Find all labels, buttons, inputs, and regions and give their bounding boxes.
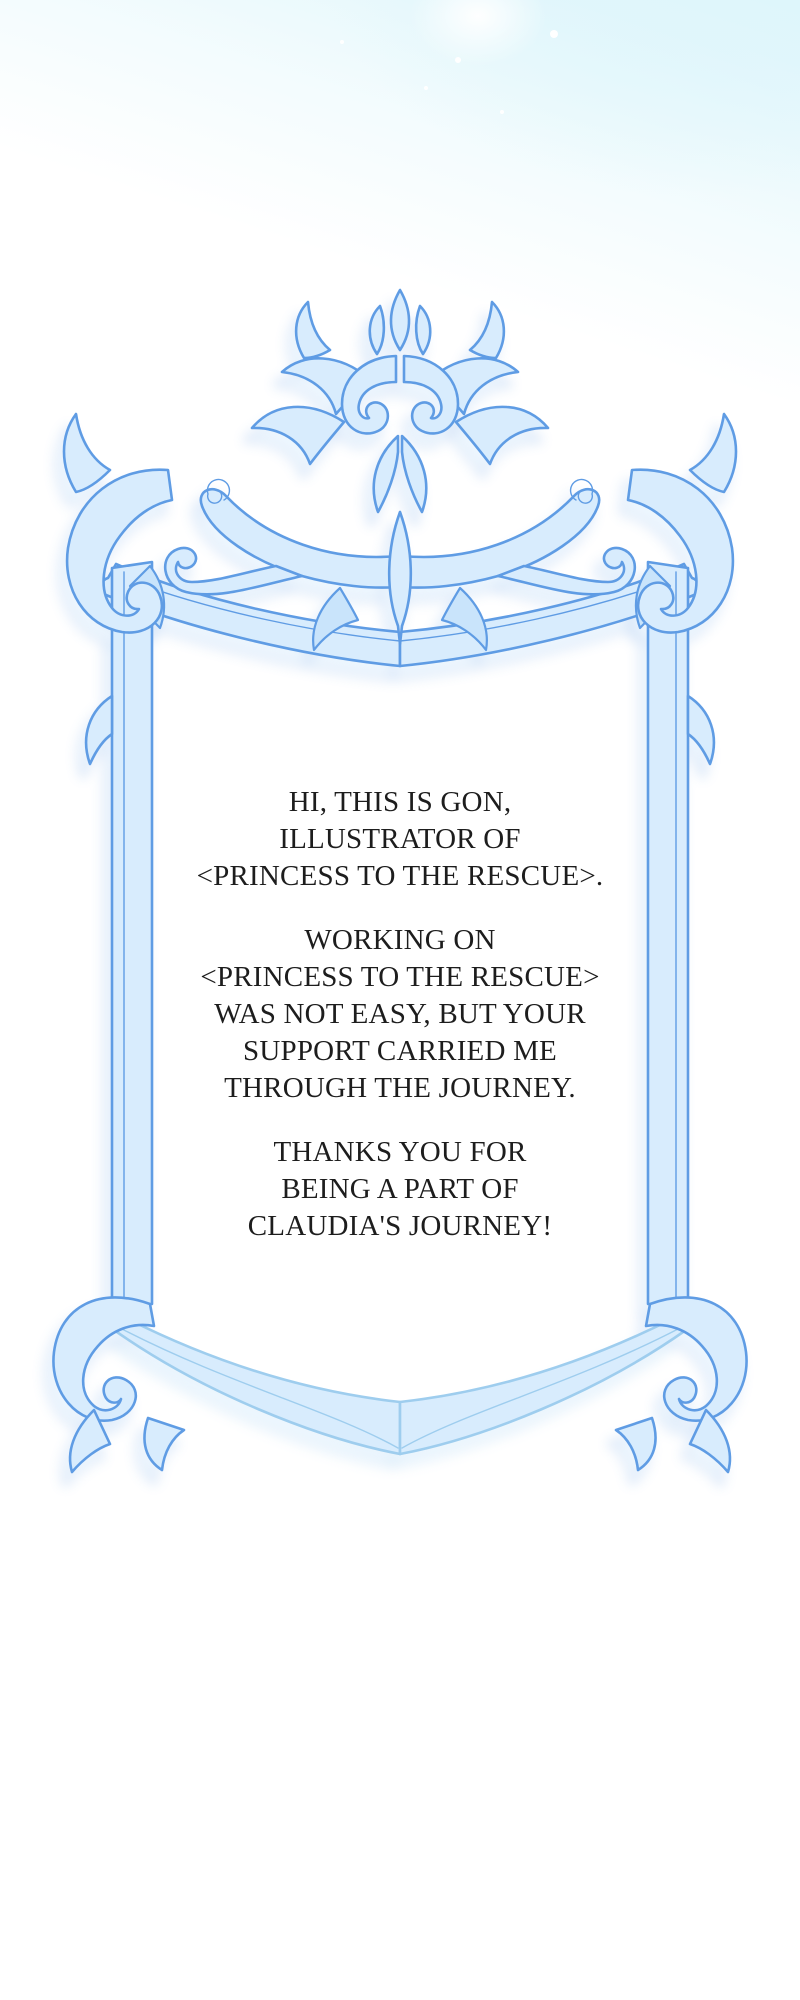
note-line: HI, THIS IS GON, [288,786,512,818]
note-paragraph [100,922,700,1107]
note-line: BEING A PART OF [281,1173,519,1205]
note-paragraph [100,784,700,895]
note-line: THANKS YOU FOR [273,1136,527,1168]
note-line: <PRINCESS TO THE RESCUE> [200,961,600,993]
note-line: WAS NOT EASY, BUT YOUR [214,998,586,1030]
note-line: WORKING ON [304,924,496,956]
note-line: CLAUDIA'S JOURNEY! [247,1210,553,1242]
illustrator-note [100,784,700,1245]
note-line: <PRINCESS TO THE RESCUE>. [196,860,604,892]
note-paragraph [100,1134,700,1245]
note-line: SUPPORT CARRIED ME [243,1035,557,1067]
note-line: ILLUSTRATOR OF [279,823,521,855]
note-line: THROUGH THE JOURNEY. [224,1072,576,1104]
